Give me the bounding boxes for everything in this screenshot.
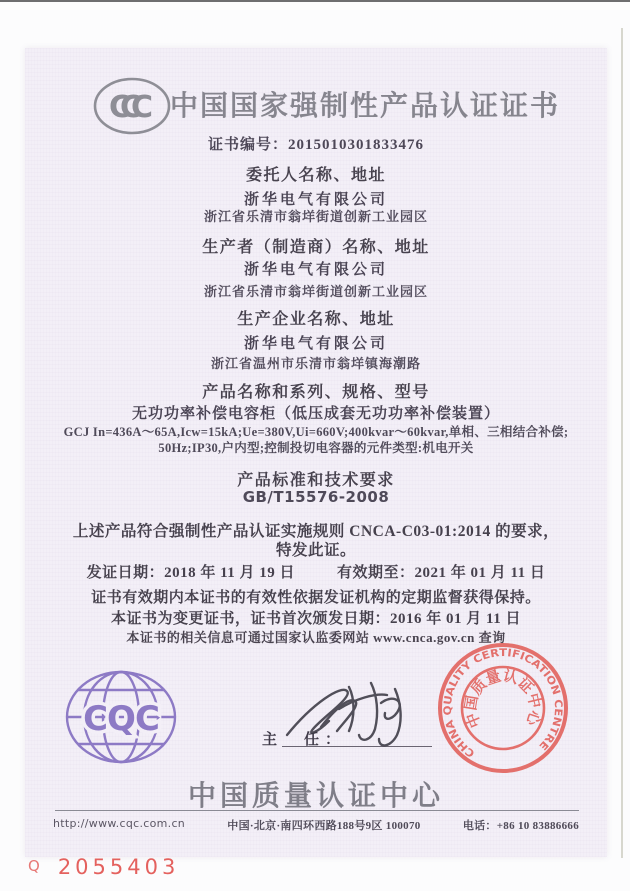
factory-name: 浙华电气有限公司 [243, 336, 388, 352]
applicant-address: 浙江省乐清市翁垟街道创新工业园区 [203, 209, 428, 224]
serial-number-block [28, 855, 179, 879]
cqc-seal-icon [428, 633, 578, 783]
valid-until: 有效期至：2021 年 01 月 11 日 [337, 565, 546, 581]
factory-label: 生产企业名称、地址 [237, 311, 395, 328]
scan-right-edge [621, 28, 623, 858]
director-signature-icon [283, 673, 433, 753]
footer-website: http://www.cqc.com.cn [53, 817, 186, 830]
note-change: 本证书为变更证书，证书首次颁发日期：2016 年 01 月 11 日 [111, 611, 521, 627]
dates-row [25, 561, 607, 582]
seal-ring-text: CHINA QUALITY CERTIFICATION CENTRE [441, 647, 565, 760]
ccc-logo-text: CCC [109, 90, 143, 125]
cert-number: 证书编号：2015010301833476 [207, 137, 424, 153]
standard-value: GB/T15576-2008 [242, 488, 390, 506]
serial-prefix: Q [28, 857, 40, 875]
standard-label: 产品标准和技术要求 [237, 472, 395, 489]
manufacturer-address: 浙江省乐清市翁垟街道创新工业园区 [203, 284, 428, 299]
certificate-title: 中国国家强制性产品认证证书 [169, 90, 560, 121]
statement-line2: 特发此证。 [275, 542, 356, 559]
note-query: 本证书的相关信息可通过国家认监委网站 www.cnca.gov.cn 查询 [126, 630, 506, 645]
product-label: 产品名称和系列、规格、型号 [202, 384, 430, 401]
director-label: 主 任： [262, 732, 347, 748]
certificate-page [25, 48, 607, 857]
product-name: 无功功率补偿电容柜（低压成套无功功率补偿装置） [131, 406, 500, 422]
note-validity: 证书有效期内本证书的有效性依据发证机构的定期监督获得保持。 [91, 590, 541, 606]
applicant-name: 浙华电气有限公司 [243, 192, 388, 208]
serial-number: 2055403 [57, 855, 180, 879]
footer-address: 中国·北京·南四环西路188号9区 100070 [227, 820, 421, 832]
statement-line1: 上述产品符合强制性产品认证实施规则 CNCA-C03-01:2014 的要求， [72, 523, 560, 540]
footer [25, 817, 607, 833]
scan-top-edge [0, 0, 630, 2]
factory-address: 浙江省温州市乐清市翁垟镇海潮路 [210, 356, 421, 371]
issuer-name: 中国质量认证中心 [187, 780, 444, 811]
applicant-label: 委托人名称、地址 [245, 167, 386, 184]
seal-inner-text: 中国质量认证中心 [463, 668, 543, 730]
issue-date: 发证日期：2018 年 11 月 19 日 [86, 565, 295, 581]
cqc-logo-text: CQC [83, 699, 159, 739]
footer-phone: 电话：+86 10 83886666 [462, 820, 579, 832]
cqc-logo-icon [63, 668, 179, 766]
manufacturer-name: 浙华电气有限公司 [243, 262, 388, 278]
manufacturer-label: 生产者（制造商）名称、地址 [202, 239, 430, 256]
product-spec: GCJ In=436A～65A,Icw=15kA;Ue=380V,Ui=660V;400kvar～60kvar,单相、三相结合补偿;50Hz;IP30,户内型;控制投切电容器的元件类型:机电开关 [63, 425, 569, 455]
footer-divider [55, 810, 579, 811]
svg-text:中国质量认证中心 [461, 666, 544, 730]
